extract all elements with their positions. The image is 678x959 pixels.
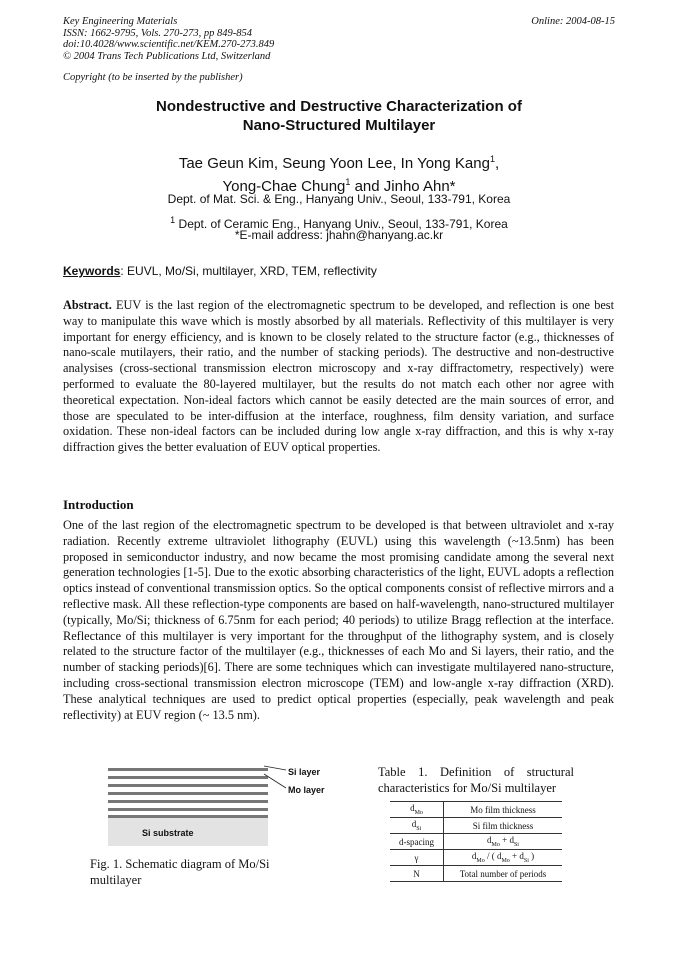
substrate-label: Si substrate (142, 828, 194, 838)
table-row (390, 866, 562, 882)
si-leader-line (264, 766, 286, 770)
title-line-2: Nano-Structured Multilayer (242, 117, 436, 134)
affiliation-2-text: Dept. of Ceramic Eng., Hanyang Univ., Seoul, 133-791, Korea (175, 217, 508, 231)
symbol-cell: $d_{Mo}$ (390, 802, 444, 818)
online-date: Online: 2004-08-15 (531, 16, 615, 27)
keywords-text: : EUVL, Mo/Si, multilayer, XRD, TEM, reflectivity (120, 264, 377, 278)
mo-layer-label: Mo layer (288, 785, 325, 795)
table-row (390, 834, 562, 850)
author-list (0, 150, 678, 196)
mo-layer-band (108, 800, 268, 803)
table-row (390, 818, 562, 834)
table-row (390, 850, 562, 866)
symbol-cell: γ (390, 850, 444, 866)
figure-1-caption: Fig. 1. Schematic diagram of Mo/Si multilayer (90, 857, 270, 887)
author-affiliation-mark-2: 1 (345, 177, 351, 187)
authors-line-1: Tae Geun Kim, Seung Yoon Lee, In Yong Kang (178, 155, 490, 172)
definition-cell: Mo film thickness (444, 802, 563, 818)
introduction-text: One of the last region of the electromagnetic spectrum to be developed is that between ultraviolet and x-ray radiation. Recently extreme ultraviolet lithography (EUVL) using this wavelength (~13.5nm) has been proposed in semiconductor industry, and now became the most promising candidate among the several next generation technologies [1-5]. Due to the exotic absorbing characteristics of the light, EUVL adopts a reflection optics instead of conventional transmission optics. So the optical components consist of reflective mirrors and a reflective mask. All these reflection-type components are based on half-wavelength, nano-structured multilayer (typically, Mo/Si; thickness of 6.75nm for each period; 40 periods) to utilize Bragg reflection at the interface. Reflectance of this multilayer is very important for the throughput of the lithography system, and is closely related to the structure factor of the multilayer (e.g., thicknesses of each Mo and Si layers, their ratio, and the number of stacking periods)[6]. There are some techniques which can investigate multilayered nano-structure, including cross-sectional transmission electron microscope (TEM) and low-angle x-ray diffraction (XRD). These analytical techniques are used to predict optical properties (especially, peak wavelength and peak reflectivity) at EUV region (~ 13.5 nm). (63, 518, 614, 722)
paper-title (0, 97, 678, 135)
mo-layer-band (108, 768, 268, 771)
mo-leader-line (264, 774, 286, 788)
symbol-cell: N (390, 866, 444, 882)
abstract-text: EUV is the last region of the electromagnetic spectrum to be developed, and reflection is one best way to manipulate this wave which is mostly absorbed by all materials. Reflectivity of this multilayer is very important for energy efficiency, and is known to be closely related to the structure factor (e.g., thicknesses of nano-scale mutilayers, their ratio, and the number of stacking periods). The destructive and non-destructive analysises (cross-sectional transmission electron microscopy and x-ray diffractometry, respectively) were performed to evaluate the 80-layered multilayer, but the results do not match each other nor agree with theoretical expectation. Non-ideal factors which cannot be easily detected are the main sources of error, and those are speculated to be inter-diffusion at the interface, roughness, film density variation, and surface oxidation. These non-ideal factors can be included during low angle x-ray diffraction, and this is why x-ray diffraction gives the better evaluation of EUV optical properties. (63, 298, 614, 455)
table-1-caption: Table 1. Definition of structural characteristics for Mo/Si multilayer (378, 765, 574, 795)
si-substrate (108, 818, 268, 846)
mo-layer-band (108, 784, 268, 787)
affiliation-2-mark: 1 (170, 215, 176, 225)
publisher-line: © 2004 Trans Tech Publications Ltd, Switzerland (63, 50, 271, 62)
definition-cell: Total number of periods (444, 866, 563, 882)
issn-line: ISSN: 1662-9795, Vols. 270-273, pp 849-854 (63, 27, 252, 39)
definition-cell: Si film thickness (444, 818, 563, 834)
definition-cell: $d_{Mo}$ / ( $d_{Mo} + d_{Si}$ ) (444, 850, 563, 866)
authors-line-2a: Yong-Chae Chung (222, 178, 346, 195)
definition-table (390, 801, 562, 882)
email-address: *E-mail address: jhahn@hanyang.ac.kr (234, 228, 444, 242)
journal-name: Key Engineering Materials (63, 16, 178, 27)
definition-cell: $d_{Mo} + d_{Si}$ (444, 834, 563, 850)
si-layer-label: Si layer (288, 767, 321, 777)
authors-line-2b: and Jinho Ahn* (350, 178, 456, 195)
affiliation-1: Dept. of Mat. Sci. & Eng., Hanyang Univ., Seoul, 133-791, Korea (167, 192, 511, 206)
copyright-note: Copyright (to be inserted by the publisher) (63, 72, 243, 83)
introduction-heading: Introduction (63, 497, 134, 512)
title-line-1: Nondestructive and Destructive Characterization of (156, 98, 522, 115)
abstract (63, 298, 614, 456)
multilayer-diagram (108, 766, 268, 818)
mo-layer-band (108, 792, 268, 795)
mo-layer-band (108, 808, 268, 811)
keywords (63, 264, 377, 278)
authors-line-1-end: , (494, 155, 500, 172)
journal-header (63, 16, 274, 62)
mo-layer-band (108, 776, 268, 779)
doi-line: doi:10.4028/www.scientific.net/KEM.270-273.849 (63, 39, 275, 50)
symbol-cell: $d_{Si}$ (390, 818, 444, 834)
abstract-label: Abstract. (63, 298, 112, 312)
symbol-cell: d-spacing (390, 834, 444, 850)
table-row (390, 802, 562, 818)
keywords-label: Keywords (63, 264, 121, 278)
author-affiliation-mark: 1 (489, 154, 495, 164)
